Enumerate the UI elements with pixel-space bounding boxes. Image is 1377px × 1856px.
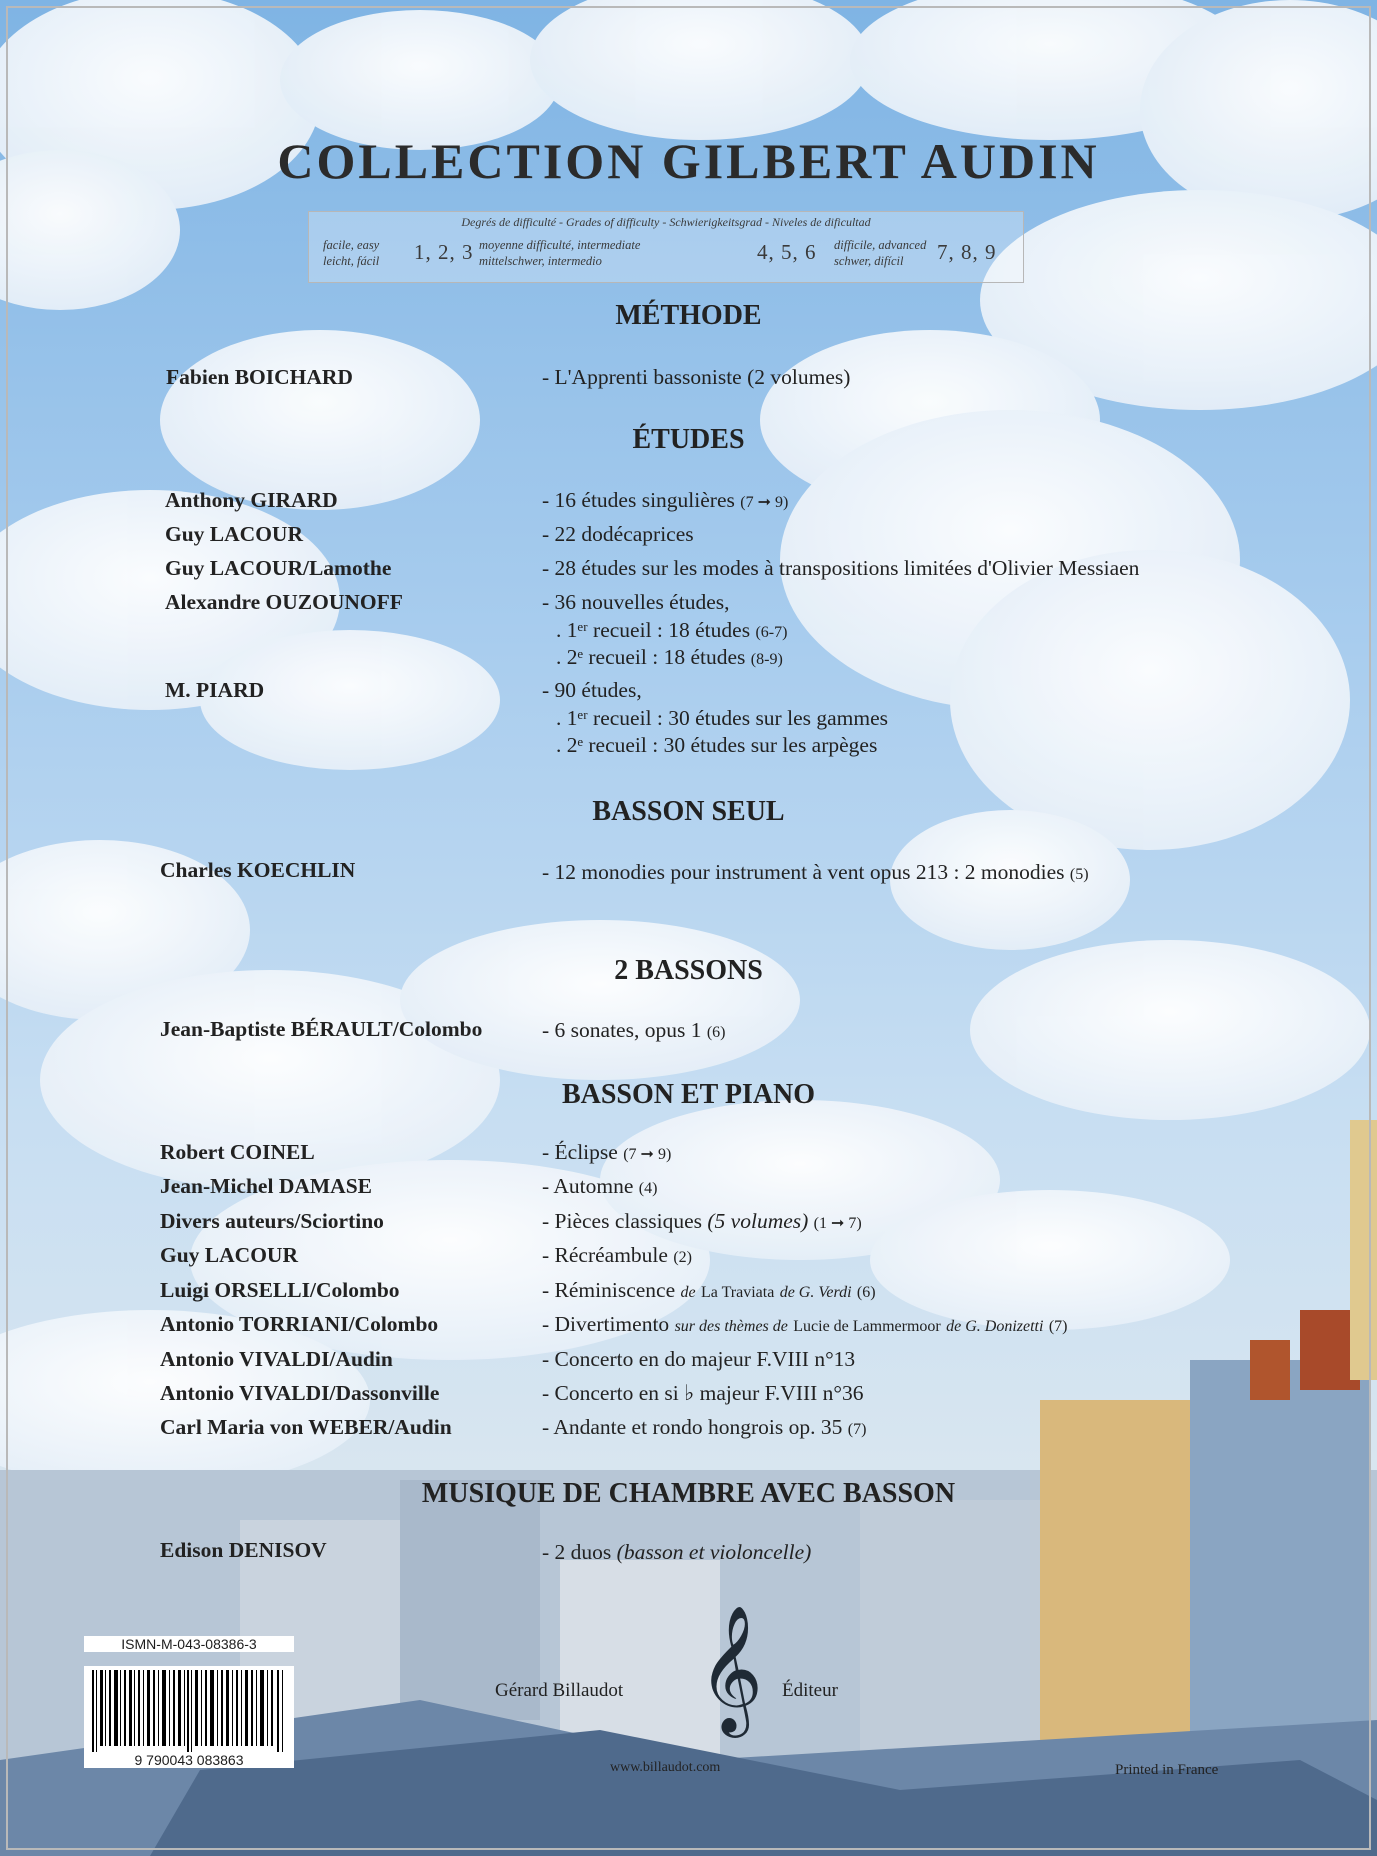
publisher-name: Gérard Billaudot [495, 1680, 624, 1701]
author-name: Robert COINEL [160, 1140, 315, 1164]
ismn-code: ISMN-M-043-08386-3 [84, 1636, 294, 1652]
medium-label-2: mittelschwer, intermedio [479, 254, 602, 268]
work-title: - 90 études, [542, 678, 642, 702]
publisher-url: www.billaudot.com [610, 1760, 721, 1775]
work-title: - 22 dodécaprices [542, 522, 694, 546]
grades-caption: Degrés de difficulté - Grades of difficulty - Schwierigkeitsgrad - Niveles de dificultad [461, 215, 871, 229]
section-heading-basson-piano: BASSON ET PIANO [561, 1079, 816, 1110]
hard-values: 7, 8, 9 [937, 240, 997, 264]
work-title: - Éclipse (7 ➞ 9) [542, 1140, 672, 1164]
author-name: Antonio VIVALDI/Audin [160, 1347, 393, 1371]
author-name: Carl Maria von WEBER/Audin [160, 1415, 452, 1439]
publisher-label: Éditeur [782, 1680, 838, 1701]
hard-label-2: schwer, difícil [834, 254, 904, 268]
author-name: Guy LACOUR/Lamothe [165, 556, 392, 580]
author-name: Guy LACOUR [165, 522, 303, 546]
work-title: - Andante et rondo hongrois op. 35 (7) [542, 1415, 867, 1439]
author-name: Fabien BOICHARD [166, 365, 353, 389]
author-name: Edison DENISOV [160, 1538, 327, 1562]
section-heading-methode: MÉTHODE [615, 300, 762, 331]
work-title: - Réminiscence de La Traviata de G. Verdi (6) [542, 1278, 876, 1302]
work-subitem: . 2ᵉ recueil : 30 études sur les arpèges [556, 733, 878, 757]
author-name: Guy LACOUR [160, 1243, 298, 1267]
work-subitem: . 2ᵉ recueil : 18 études (8-9) [556, 645, 783, 669]
easy-label-2: leicht, fácil [323, 254, 380, 268]
barcode-image [84, 1666, 294, 1758]
work-title: - Concerto en do majeur F.VIII n°13 [542, 1347, 856, 1371]
section-heading-chambre: MUSIQUE DE CHAMBRE AVEC BASSON [421, 1478, 956, 1509]
work-title: - Automne (4) [542, 1174, 658, 1198]
author-name: Alexandre OUZOUNOFF [165, 590, 403, 614]
work-title: - Pièces classiques (5 volumes) (1 ➞ 7) [542, 1209, 862, 1233]
work-title: - 12 monodies pour instrument à vent opus 213 : 2 monodies (5) [542, 860, 1089, 884]
medium-label-1: moyenne difficulté, intermediate [479, 238, 641, 252]
work-title: - 6 sonates, opus 1 (6) [542, 1018, 726, 1042]
hard-label-1: difficile, advanced [834, 238, 927, 252]
section-heading-basson-seul: BASSON SEUL [592, 796, 785, 827]
section-heading-etudes: ÉTUDES [632, 424, 745, 455]
author-name: Jean-Baptiste BÉRAULT/Colombo [160, 1017, 483, 1041]
work-title: - Divertimento sur des thèmes de Lucie de Lammermoor de G. Donizetti (7) [542, 1312, 1068, 1336]
author-name: Anthony GIRARD [165, 488, 338, 512]
work-title: - 28 études sur les modes à transpositions limitées d'Olivier Messiaen [542, 556, 1140, 580]
work-title: - Concerto en si ♭ majeur F.VIII n°36 [542, 1381, 864, 1405]
work-title: - 2 duos (basson et violoncelle) [542, 1540, 812, 1564]
author-name: Antonio VIVALDI/Dassonville [160, 1381, 440, 1405]
author-name: Charles KOECHLIN [160, 858, 356, 882]
printed-in-label: Printed in France [1115, 1762, 1219, 1778]
collection-title: COLLECTION GILBERT AUDIN [277, 133, 1100, 189]
author-name: Jean-Michel DAMASE [160, 1174, 372, 1198]
work-subitem: . 1ᵉʳ recueil : 18 études (6-7) [556, 618, 788, 642]
medium-values: 4, 5, 6 [757, 240, 817, 264]
section-heading-2-bassons: 2 BASSONS [614, 955, 763, 986]
easy-label-1: facile, easy [323, 238, 380, 252]
difficulty-grades-box [308, 211, 1024, 283]
work-title: - L'Apprenti bassoniste (2 volumes) [542, 365, 851, 389]
author-name: M. PIARD [165, 678, 265, 702]
author-name: Luigi ORSELLI/Colombo [160, 1278, 400, 1302]
treble-clef-logo-icon: 𝄞 [698, 1608, 764, 1730]
work-title: - Récréambule (2) [542, 1243, 692, 1267]
work-title: - 36 nouvelles études, [542, 590, 730, 614]
barcode-number: 9 790043 083863 [84, 1752, 294, 1768]
author-name: Divers auteurs/Sciortino [160, 1209, 384, 1233]
work-title: - 16 études singulières (7 ➞ 9) [542, 488, 789, 512]
work-subitem: . 1ᵉʳ recueil : 30 études sur les gammes [556, 706, 889, 730]
easy-values: 1, 2, 3 [414, 240, 474, 264]
author-name: Antonio TORRIANI/Colombo [160, 1312, 439, 1336]
